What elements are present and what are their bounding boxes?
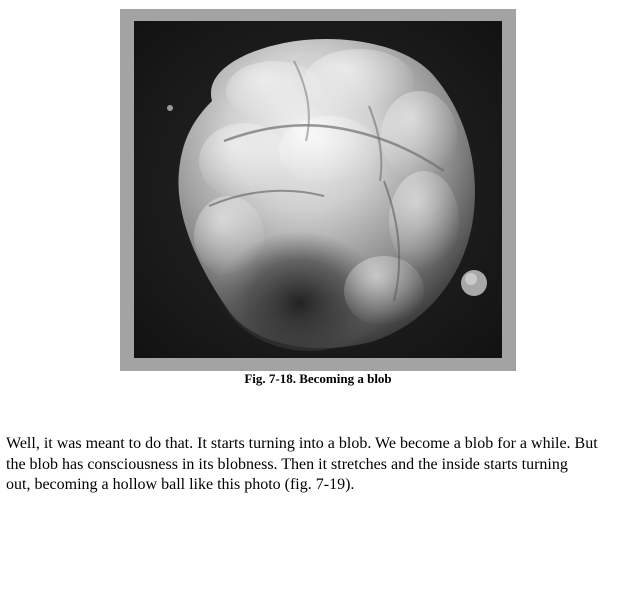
blob-embryo-photo bbox=[134, 21, 502, 358]
paragraph-line: out, becoming a hollow ball like this photo (fig. 7-19). bbox=[6, 476, 355, 493]
paragraph-line: Well, it was meant to do that. It starts turning into a blob. We become a blob for a while. But bbox=[6, 435, 598, 452]
paragraph-line: the blob has consciousness in its blobness. Then it stretches and the inside starts turning bbox=[6, 455, 568, 473]
body-paragraph bbox=[6, 434, 632, 496]
figure-frame bbox=[120, 9, 516, 371]
figure-caption: Fig. 7-18. Becoming a blob bbox=[244, 371, 392, 386]
blob-embryo-image bbox=[134, 21, 502, 358]
